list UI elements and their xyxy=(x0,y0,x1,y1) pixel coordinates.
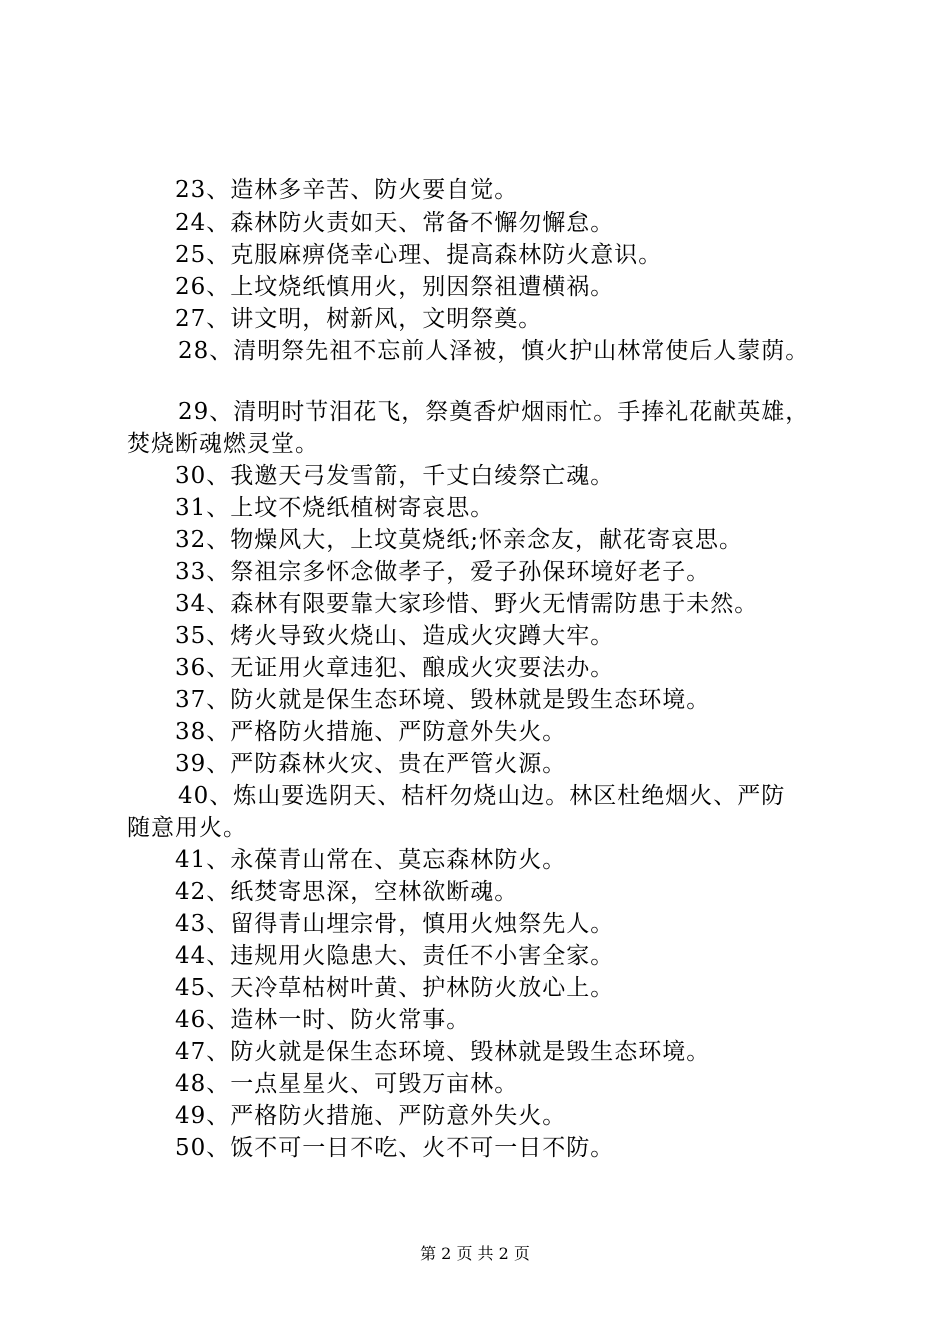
list-item-continuation: 随意用火。 xyxy=(127,815,247,841)
list-item: 38、严格防火措施、严防意外失火。 xyxy=(175,719,567,745)
list-item: 27、讲文明，树新风，文明祭奠。 xyxy=(175,306,543,332)
list-item: 30、我邀天弓发雪箭，千丈白绫祭亡魂。 xyxy=(175,463,615,489)
list-item: 34、森林有限要靠大家珍惜、野火无情需防患于未然。 xyxy=(175,591,759,617)
list-item: 42、纸焚寄思深，空林欲断魂。 xyxy=(175,879,519,905)
list-item-continuation: 焚烧断魂燃灵堂。 xyxy=(127,431,319,457)
list-item: 25、克服麻痹侥幸心理、提高森林防火意识。 xyxy=(175,242,663,268)
list-item: 23、造林多辛苦、防火要自觉。 xyxy=(175,177,519,203)
list-item: 47、防火就是保生态环境、毁林就是毁生态环境。 xyxy=(175,1039,711,1065)
list-item: 24、森林防火责如天、常备不懈勿懈怠。 xyxy=(175,210,615,236)
list-item: 49、严格防火措施、严防意外失火。 xyxy=(175,1103,567,1129)
list-item: 44、违规用火隐患大、责任不小害全家。 xyxy=(175,943,615,969)
list-item: 39、严防森林火灾、贵在严管火源。 xyxy=(175,751,567,777)
list-item: 28、清明祭先祖不忘前人泽被，慎火护山林常使后人蒙荫。 xyxy=(178,338,810,364)
list-item: 37、防火就是保生态环境、毁林就是毁生态环境。 xyxy=(175,687,711,713)
list-item: 36、无证用火章违犯、酿成火灾要法办。 xyxy=(175,655,615,681)
list-item: 46、造林一时、防火常事。 xyxy=(175,1007,471,1033)
list-item: 50、饭不可一日不吃、火不可一日不防。 xyxy=(175,1135,615,1161)
list-item: 32、物燥风大，上坟莫烧纸;怀亲念友，献花寄哀思。 xyxy=(175,527,744,553)
list-item: 48、一点星星火、可毁万亩林。 xyxy=(175,1071,519,1097)
page-footer: 第 2 页 共 2 页 xyxy=(420,1244,530,1263)
list-item: 43、留得青山埋宗骨，慎用火烛祭先人。 xyxy=(175,911,615,937)
list-item: 31、上坟不烧纸植树寄哀思。 xyxy=(175,495,495,521)
list-item: 41、永葆青山常在、莫忘森林防火。 xyxy=(175,847,567,873)
list-item: 33、祭祖宗多怀念做孝子，爱子孙保环境好老子。 xyxy=(175,559,711,585)
list-item: 26、上坟烧纸慎用火，别因祭祖遭横祸。 xyxy=(175,274,615,300)
list-item: 29、清明时节泪花飞，祭奠香炉烟雨忙。手捧礼花献英雄， xyxy=(178,399,810,425)
list-item: 40、炼山要选阴天、桔杆勿烧山边。林区杜绝烟火、严防 xyxy=(178,783,786,809)
list-item: 45、天冷草枯树叶黄、护林防火放心上。 xyxy=(175,975,615,1001)
list-item: 35、烤火导致火烧山、造成火灾蹲大牢。 xyxy=(175,623,615,649)
